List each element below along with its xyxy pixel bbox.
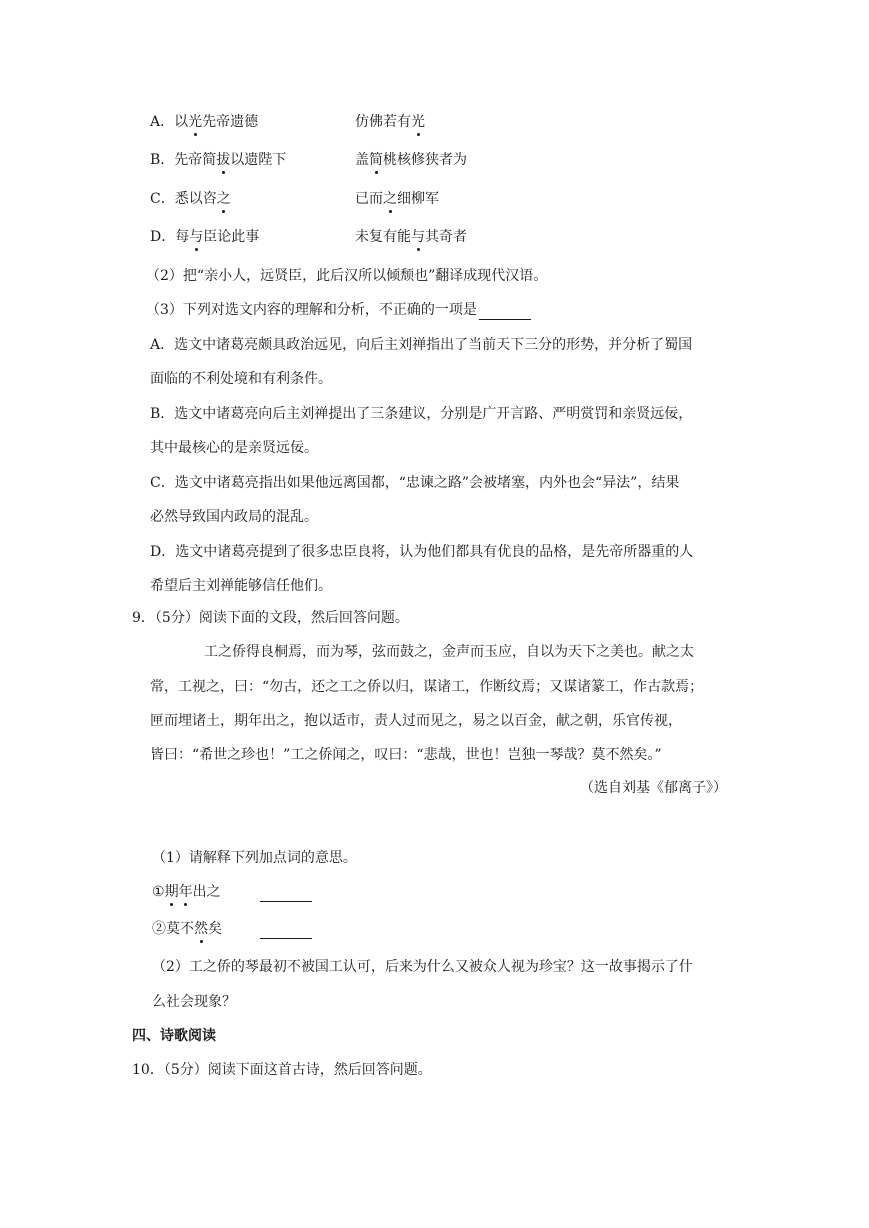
option-d-right: 未复有能与其奇者 xyxy=(355,229,467,245)
choice-c-line2: 必然导致国内政局的混乱。 xyxy=(150,509,318,525)
section-heading: 四、诗歌阅读 xyxy=(132,1028,216,1044)
q9-sub1: （1）请解释下列加点词的意思。 xyxy=(152,850,357,866)
option-d: D．每与臣论此事 xyxy=(150,229,260,245)
option-b: B．先帝简拔以遗陛下 xyxy=(150,152,287,168)
passage-source: （选自刘基《郁离子》） xyxy=(580,780,727,796)
option-a: A．以光先帝遗德 xyxy=(150,114,259,130)
q10-stem: 10．（5分）阅读下面这首古诗，然后回答问题。 xyxy=(132,1062,432,1078)
choice-b-line1: B．选文中诸葛亮向后主刘禅提出了三条建议，分别是广开言路、严明赏罚和亲贤远佞， xyxy=(150,406,693,422)
q8-sub2: （2）把“亲小人，远贤臣，此后汉所以倾颓也”翻译成现代汉语。 xyxy=(146,268,548,284)
choice-d-line2: 希望后主刘禅能够信任他们。 xyxy=(150,578,332,594)
option-c: C．悉以咨之 xyxy=(150,191,231,207)
passage-line: 常，工视之，曰：“勿古，还之工之侨以归，谋诸工，作断纹焉；又谋诸篆工，作古款焉； xyxy=(150,679,704,695)
q8-sub3: （3）下列对选文内容的理解和分析，不正确的一项是 xyxy=(146,300,531,320)
passage-line: 工之侨得良桐焉，而为琴，弦而鼓之，金声而玉应，自以为天下之美也。献之太 xyxy=(204,644,694,660)
option-a-right: 仿佛若有光 xyxy=(355,114,425,130)
q9-stem: 9．（5分）阅读下面的文段，然后回答问题。 xyxy=(132,610,409,626)
option-b-right: 盖简桃核修狭者为 xyxy=(355,152,467,168)
answer-blank-1[interactable] xyxy=(260,885,312,902)
choice-c-line1: C．选文中诸葛亮指出如果他远离国都，“忠谏之路”会被堵塞，内外也会“异法”，结果 xyxy=(150,475,680,491)
q9-sub2-line1: （2）工之侨的琴最初不被国工认可，后来为什么又被众人视为珍宝？这一故事揭示了什 xyxy=(152,959,693,975)
passage-line: 匣而埋诸土，期年出之，抱以适市，责人过而见之，易之以百金，献之朝，乐官传视， xyxy=(150,713,682,729)
choice-a-line2: 面临的不利处境和有利条件。 xyxy=(150,371,332,387)
answer-blank-2[interactable] xyxy=(260,922,312,939)
passage-line: 皆曰：“希世之珍也！”工之侨闻之，叹曰：“悲哉，世也！岂独一琴哉？莫不然矣。” xyxy=(150,747,662,763)
choice-b-line2: 其中最核心的是亲贤远佞。 xyxy=(150,440,318,456)
answer-blank[interactable] xyxy=(479,303,531,320)
q9-sub2-line2: 么社会现象？ xyxy=(152,994,236,1010)
choice-d-line1: D．选文中诸葛亮提到了很多忠臣良将，认为他们都具有优良的品格，是先帝所器重的人 xyxy=(150,544,694,560)
word-2: ②莫不然矣 xyxy=(152,921,222,937)
choice-a-line1: A．选文中诸葛亮颇具政治远见，向后主刘禅指出了当前天下三分的形势，并分析了蜀国 xyxy=(150,337,693,353)
option-c-right: 已而之细柳军 xyxy=(355,191,439,207)
word-1: ①期年出之 xyxy=(152,884,221,900)
